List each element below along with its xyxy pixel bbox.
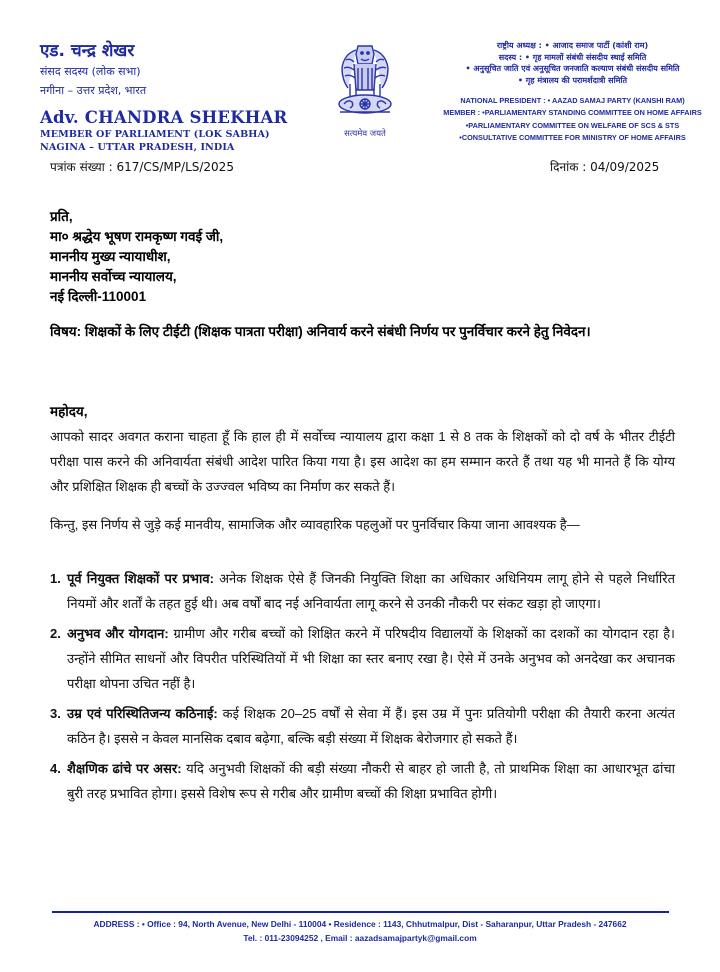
point-item (50, 566, 675, 616)
recipient-line: माननीय मुख्य न्यायाधीश, (50, 249, 171, 264)
designation-hindi-line: • गृह मंत्रालय की परामर्शदात्री समिति (517, 75, 628, 85)
designation-hindi-line: • अनुसूचित जाति एवं अनुसूचित जनजाति कल्याण संबंधी संसदीय समिति (465, 64, 680, 73)
letterhead-right (430, 40, 715, 144)
footer-address: ADDRESS : • Office : 94, North Avenue, New Delhi - 110004 • Residence : 1143, Chhutmalpur, Dist - Saharanpur, Uttar Pradesh - 247662 (93, 919, 627, 929)
point-title: अनुभव और योगदान: (67, 626, 169, 641)
emblem-block (325, 38, 405, 139)
points-list (50, 566, 675, 811)
designation-english-line: MEMBER : •PARLIAMENTARY STANDING COMMITTEE ON HOME AFFAIRS (443, 108, 702, 118)
point-item (50, 621, 675, 696)
point-number: 3. (50, 706, 61, 721)
point-text: अनेक शिक्षक ऐसे हैं जिनकी नियुक्ति शिक्षा का अधिकार अधिनियम लागू होने से पहले निर्धारित नियमों और शर्तों के तहत हुई थी। अब वर्षों बाद नई अनिवार्यता लागू करने से उनकी नौकरी पर संकट खड़ा हो जाएगा। (67, 571, 675, 611)
point-number: 1. (50, 571, 61, 586)
sender-name-hindi: एड. चन्द्र शेखर (40, 41, 135, 61)
point-text: ग्रामीण और गरीब बच्चों को शिक्षित करने में परिषदीय विद्यालयों के शिक्षकों का दशकों का योगदान रहा है। उन्होंने सीमित साधनों और विपरीत परिस्थितियों में भी शिक्षा का स्तर बनाए रखा है। ऐसे में उनके अनुभव को अनदेखा कर अचानक परीक्षा थोपना उचित नहीं है। (67, 626, 675, 691)
body-paragraph: किन्तु, इस निर्णय से जुड़े कई मानवीय, सामाजिक और व्यावहारिक पहलुओं पर पुनर्विचार किया जाना आवश्यक है— (50, 517, 580, 532)
sender-constituency-hindi: नगीना – उत्तर प्रदेश, भारत (40, 84, 147, 97)
designation-hindi-line: राष्ट्रीय अध्यक्ष : • आजाद समाज पार्टी (कांशी राम) (496, 41, 649, 50)
point-title: पूर्व नियुक्त शिक्षकों पर प्रभाव: (67, 571, 214, 586)
recipient-line: माननीय सर्वोच्च न्यायालय, (50, 269, 177, 284)
designation-english-line: NATIONAL PRESIDENT : • AAZAD SAMAJ PARTY (KANSHI RAM) (460, 96, 685, 105)
letter-date: दिनांक : 04/09/2025 (550, 160, 660, 174)
emblem-motto: सत्यमेव जयते (344, 129, 386, 139)
point-item (50, 756, 675, 806)
national-emblem-icon (336, 38, 394, 126)
recipient-line: नई दिल्ली-110001 (50, 289, 147, 304)
point-number: 4. (50, 761, 61, 776)
recipient-line: प्रति, (50, 209, 73, 224)
point-title: उम्र एवं परिस्थितिजन्य कठिनाई: (67, 706, 218, 721)
sender-constituency-english: NAGINA – UTTAR PRADESH, INDIA (40, 142, 235, 153)
sender-title-hindi: संसद सदस्य (लोक सभा) (40, 65, 141, 78)
footer-divider (52, 911, 669, 913)
point-text: कई शिक्षक 20–25 वर्षों से सेवा में हैं। इस उम्र में पुनः प्रतियोगी परीक्षा की तैयारी करना अत्यंत कठिन है। इससे न केवल मानसिक दबाव बढ़ेगा, बल्कि बड़ी संख्या में शिक्षक बेरोजगार हो सकते हैं। (67, 706, 676, 746)
point-text: यदि अनुभवी शिक्षकों की बड़ी संख्या नौकरी से बाहर हो जाती है, तो प्राथमिक शिक्षा का आधारभूत ढांचा बुरी तरह प्रभावित होगा। इससे विशेष रूप से गरीब और ग्रामीण बच्चों की शिक्षा प्रभावित होगी। (67, 761, 675, 801)
subject-line: विषय: शिक्षकों के लिए टीईटी (शिक्षक पात्रता परीक्षा) अनिवार्य करने संबंधी निर्णय पर पुनर्विचार करने हेतु निवेदन। (50, 324, 591, 339)
recipient-address (50, 207, 223, 307)
salutation: महोदय, (50, 404, 88, 419)
footer (40, 917, 680, 945)
designation-english-line: •CONSULTATIVE COMMITTEE FOR MINISTRY OF HOME AFFAIRS (459, 132, 686, 142)
reference-number: पत्रांक संख्या : 617/CS/MP/LS/2025 (50, 160, 234, 174)
designation-hindi-line: सदस्य : • गृह मामलों संबंधी संसदीय स्थाई समिति (498, 52, 647, 62)
footer-contact: Tel. : 011-23094252 , Email : aazadsamajpartyk@gmail.com (243, 933, 477, 943)
point-title: शैक्षणिक ढांचे पर असर: (67, 761, 182, 776)
letterhead-left (40, 40, 290, 154)
point-number: 2. (50, 626, 61, 641)
sender-name-english: Adv. CHANDRA SHEKHAR (40, 108, 288, 127)
body-paragraph: आपको सादर अवगत कराना चाहता हूँ कि हाल ही में सर्वोच्च न्यायालय द्वारा कक्षा 1 से 8 तक के शिक्षकों को दो वर्ष के भीतर टीईटी परीक्षा पास करने की अनिवार्यता संबंधी आदेश पारित किया गया है। इस आदेश का हम सम्मान करते हैं तथा यह भी मानते हैं कि योग्य और प्रशिक्षित शिक्षक ही बच्चों के उज्ज्वल भविष्य का निर्माण कर सकते हैं। (50, 429, 675, 494)
designation-english-line: •PARLIAMENTARY COMMITTEE ON WELFARE OF SCS & STS (465, 120, 680, 130)
recipient-line: मा० श्रद्धेय भूषण रामकृष्ण गवई जी, (50, 229, 224, 244)
point-item (50, 701, 675, 751)
sender-title-english: MEMBER OF PARLIAMENT (LOK SABHA) (40, 129, 270, 140)
